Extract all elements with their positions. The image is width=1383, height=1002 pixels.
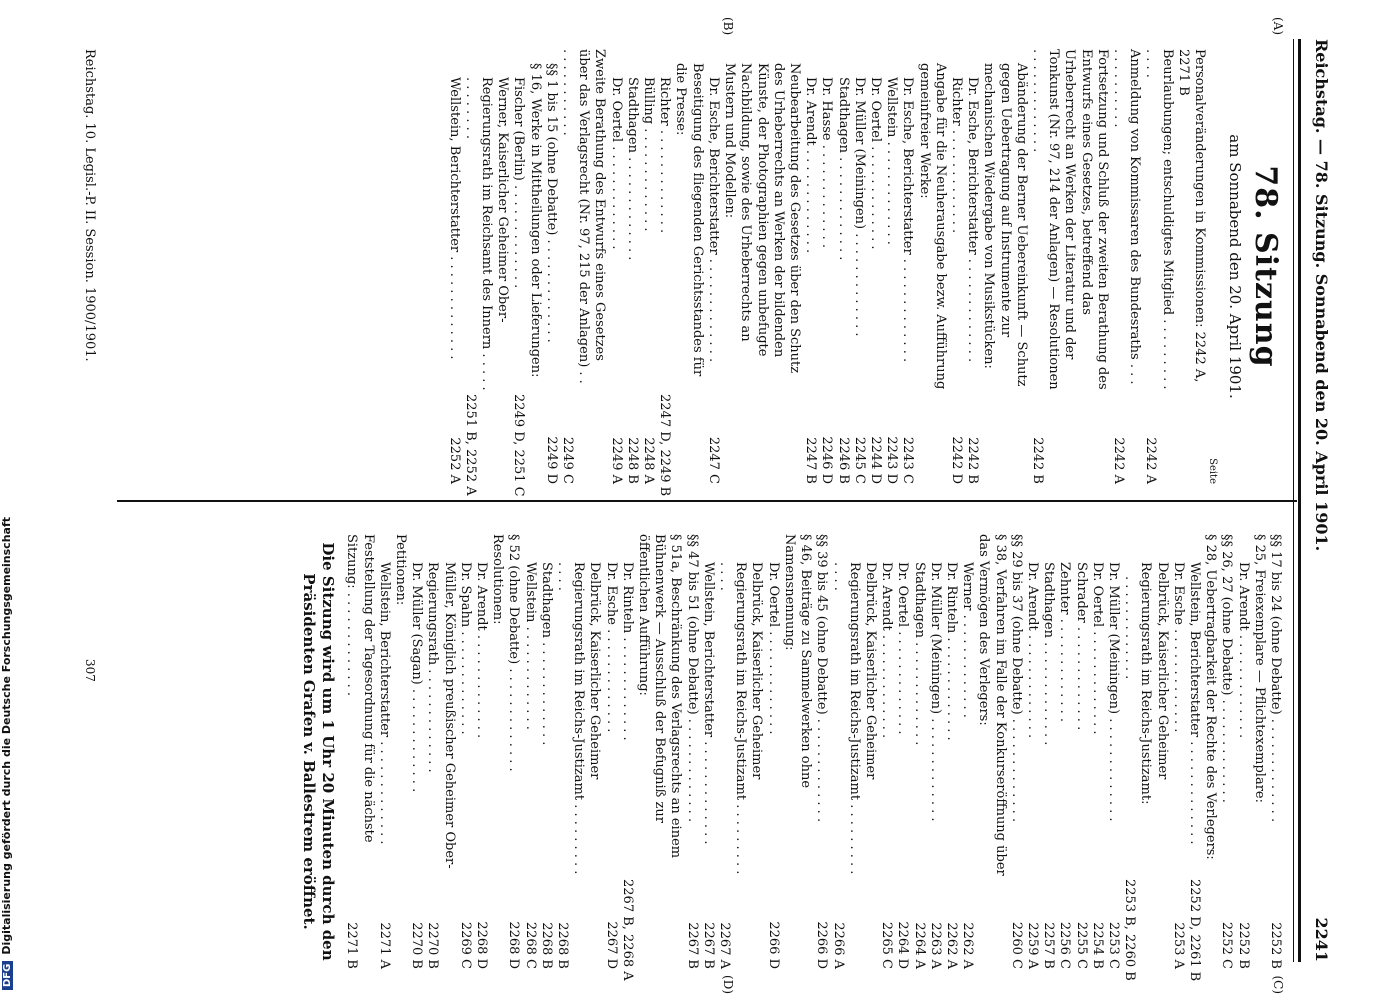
index-entry: [408, 534, 424, 969]
entry-text: §§ 29 bis 37 (ohne Debatte) . . .: [1008, 534, 1024, 969]
index-entry: [619, 534, 635, 981]
entry-text: § 16, Werke in Mittheilungen oder Lieferungen:: [527, 62, 543, 377]
entry-page-ref: 2247 D, 2249 B: [657, 393, 673, 496]
right-column: [299, 533, 1283, 981]
entry-page-ref: 2267 B: [700, 921, 716, 969]
entry-text: Angabe für die Neuherausgabe bezw. Aufführung gemeinfreier Werke:: [916, 62, 948, 389]
margin-mark-d: (D): [721, 974, 735, 994]
index-entry: [1029, 49, 1110, 484]
entry-text: § 51a, Beschränkung des Verlagsrechts an einem Bühnenwerk — Ausschluß der Befugniß zur öffentlichen Aufführung:: [636, 533, 684, 858]
entry-page-ref: 2265 C: [879, 921, 895, 969]
index-entry: [343, 534, 375, 969]
index-entry: [1267, 534, 1283, 969]
entry-page-ref: 2252 B: [1268, 921, 1283, 969]
entry-page-ref: 2269 C: [457, 921, 473, 969]
entry-page-ref: 2268 D: [474, 920, 490, 969]
entry-text: Dr. Arendt . . .: [878, 562, 894, 969]
entry-text: § 25, Freiexemplare — Pflichtexemplare:: [1251, 533, 1267, 803]
entry-text: Dr. Arendt . . .: [1234, 562, 1250, 969]
entry-page-ref: 2266 A: [830, 921, 846, 969]
index-entry: [489, 534, 505, 969]
index-entry: [1121, 534, 1138, 981]
entry-page-ref: 2244 D: [867, 435, 883, 484]
index-entry: [721, 49, 802, 484]
entry-page-ref: 2255 C: [1073, 921, 1089, 969]
entry-page-ref: 2249 A: [608, 436, 624, 484]
index-entry: [959, 534, 975, 969]
index-entry: [765, 534, 781, 969]
entry-text: Dr. Esche, Berichterstatter . . .: [705, 77, 721, 484]
index-entry: [834, 49, 850, 484]
margin-mark-c: (C): [1271, 974, 1285, 994]
entry-page-ref: 2248 A: [641, 436, 657, 484]
entry-text: Feststellung der Tagesordnung für die nächste Sitzung: . . .: [343, 534, 375, 969]
index-entry: [602, 534, 618, 969]
entry-page-ref: 2252 C: [1219, 921, 1235, 969]
index-entry: [980, 49, 1029, 484]
index-entry: [878, 534, 894, 969]
scan-credit-text: Digitalisierung gefördert durch die Deutsche Forschungsgemeinschaft: [0, 516, 13, 955]
index-entry: [1072, 534, 1088, 969]
entry-page-ref: 2266 D: [765, 920, 781, 969]
session-title: 78. Sitzung: [1248, 164, 1283, 368]
entry-page-ref: 2243 C: [900, 436, 916, 484]
entry-text: §§ 17 bis 24 (ohne Debatte) . . .: [1267, 534, 1283, 969]
entry-text: §§ 39 bis 45 (ohne Debatte) . . .: [813, 534, 829, 969]
entry-text: Schrader . . .: [1072, 562, 1088, 969]
entry-page-ref: 2260 C: [1008, 921, 1024, 969]
entry-page-ref: 2245 C: [851, 436, 867, 484]
index-entry: [700, 534, 716, 969]
entry-page-ref: 2263 A: [927, 921, 943, 969]
entry-page-ref: 2242 A: [1143, 436, 1159, 484]
entry-text: Wellstein, Berichterstatter . . .: [700, 562, 716, 969]
index-entry: [624, 49, 640, 484]
scan-credit-strip: [0, 0, 22, 1000]
entry-text: Dr. Müller (Sagan) . . .: [408, 562, 424, 969]
entry-page-ref: 2247 B: [803, 436, 819, 484]
entry-text: Stadthagen . . .: [910, 562, 926, 969]
entry-text: Dr. Esche, Berichterstatter . . .: [964, 77, 980, 484]
entry-text: Dr. Müller (Meiningen) . . .: [927, 562, 943, 969]
entry-page-ref: 2242 A: [1110, 436, 1126, 484]
entry-page-ref: 2267 B, 2268 A: [619, 878, 635, 981]
entry-page-ref: 2253 C: [1105, 921, 1121, 969]
entry-page-ref: 2262 A: [943, 921, 959, 969]
column-rule: [117, 500, 1297, 502]
entry-page-ref: 2268 C: [522, 921, 538, 969]
entry-page-ref: 2271 A: [376, 921, 392, 969]
entry-text: Wellstein . . .: [521, 562, 537, 969]
rotated-page: [55, 0, 1335, 1002]
header-page-number: 2241: [1312, 916, 1331, 962]
index-entry: [445, 49, 461, 484]
entry-page-ref: 2267 B: [684, 921, 700, 969]
entry-text: Zweite Berathung des Entwurfs eines Gesetzes über das Verlagsrecht (Nr. 97, 215 der Anlagen) . . .: [559, 49, 608, 484]
index-entry: [915, 49, 947, 484]
entry-text: Dr. Müller (Meiningen) . . .: [851, 77, 867, 484]
left-entry-list: [445, 48, 1207, 497]
index-entry: [376, 534, 392, 969]
entry-text: Dr. Oertel . . .: [867, 77, 883, 484]
entry-text: §§ 47 bis 51 (ohne Debatte) . . .: [683, 534, 699, 969]
entry-text: Wellstein, Berichterstatter . . .: [445, 77, 461, 484]
index-entry: [1024, 534, 1040, 969]
index-entry: [607, 49, 623, 484]
entry-text: Stadthagen . . .: [834, 77, 850, 484]
entry-text: Delbrück, Kaiserlicher Geheimer Regierungsrath im Reichs-Justizamt . . .: [716, 562, 765, 969]
margin-mark-a: (A): [1271, 16, 1285, 35]
entry-page-ref: 2264 D: [895, 920, 911, 969]
left-column: [445, 48, 1283, 497]
entry-text: Delbrück, Kaiserlicher Geheimer Regierungsrath im Reichs-Justizamt:: [1138, 561, 1170, 804]
index-entry: [716, 534, 765, 969]
index-entry: [818, 49, 834, 484]
entry-text: Dr. Esche . . .: [602, 562, 618, 969]
entry-page-ref: 2253 A: [1170, 921, 1186, 969]
entry-text: Fischer (Berlin) . . .: [510, 77, 526, 484]
entry-page-ref: 2270 B: [425, 921, 441, 969]
entry-page-ref: 2248 B: [624, 436, 640, 484]
index-entry: [883, 49, 899, 484]
index-entry: [948, 49, 964, 484]
running-header: [1301, 0, 1331, 1002]
entry-page-ref: 2259 A: [1024, 921, 1040, 969]
index-entry: [1142, 49, 1174, 484]
entry-text: Wellstein, Berichterstatter . . .: [376, 562, 392, 969]
index-entry: [867, 49, 883, 484]
entry-page-ref: 2256 C: [1057, 921, 1073, 969]
index-entry: [640, 49, 656, 484]
entry-text: Bülling . . .: [640, 77, 656, 484]
entry-text: §§ 1 bis 15 (ohne Debatte) . . .: [543, 63, 559, 484]
page-sheet: [55, 0, 1335, 1002]
entry-page-ref: 2262 A: [960, 921, 976, 969]
index-entry: [656, 49, 673, 496]
entry-text: Beseitigung des fliegenden Gerichtsstandes für die Presse:: [673, 62, 705, 376]
entry-page-ref: 2246 B: [835, 436, 851, 484]
entry-text: Abänderung der Berner Uebereinkunft — Schutz gegen Uebertragung auf Instrumente zur mechanischen Wiedergabe von Musikstücken:: [981, 62, 1029, 387]
entry-page-ref: 2254 B: [1089, 921, 1105, 969]
index-entry: [1170, 534, 1186, 969]
entry-text: Wellstein, Berichterstatter . . .: [1186, 562, 1202, 969]
index-entry: [1056, 534, 1072, 969]
index-entry: [457, 534, 473, 969]
entry-page-ref: 2266 D: [814, 920, 830, 969]
entry-page-ref: 2268 B: [555, 921, 571, 969]
entry-text: Stadthagen . . .: [538, 562, 554, 969]
index-entry: [1105, 534, 1121, 969]
footer: [82, 49, 97, 489]
index-entry: [975, 534, 1007, 969]
index-entry: [538, 534, 554, 969]
index-entry: [392, 534, 408, 969]
entry-text: Fortsetzung und Schluß der zweiten Berathung des Entwurfs eines Gesetzes, betreffend das Urheberrecht an Werken der Literatur und der Tonkunst (Nr. 97, 214 der Anlagen) — Resolutionen . . .: [1029, 49, 1110, 484]
index-entry: [683, 534, 699, 969]
dfg-logo: DFG: [2, 961, 13, 990]
entry-page-ref: 2242 D: [948, 435, 964, 484]
index-entry: [910, 534, 926, 969]
entry-text: Personalveränderungen in Kommissionen: 2242 A, 2271 B: [1175, 48, 1207, 382]
entry-text: § 28, Uebertragbarkeit der Rechte des Verlegers:: [1203, 533, 1219, 860]
index-entry: [813, 534, 829, 969]
entry-text: Dr. Esche . . .: [1170, 562, 1186, 969]
entry-page-ref: 2247 C: [705, 436, 721, 484]
entry-text: Resolutionen:: [490, 533, 506, 625]
entry-text: Stadthagen . . .: [1040, 562, 1056, 969]
index-entry: [829, 534, 878, 969]
entry-text: Dr. Oertel . . .: [894, 562, 910, 969]
entry-text: Neubearbeitung des Gesetzes über den Schutz des Urheberrechts an Werken der bildenden Künste, der Photographien gegen unbefugte Nachbildung, sowie des Urheberrechts an Mustern und Modellen:: [722, 62, 802, 373]
footer-page-number: 307: [83, 658, 97, 682]
entry-text: Delbrück, Kaiserlicher Geheimer Regierungsrath im Reichs-Justizamt . . .: [829, 562, 878, 969]
index-entry: [543, 49, 559, 484]
index-entry: [1110, 49, 1142, 484]
session-date: am Sonnabend den 20. April 1901.: [1226, 133, 1244, 399]
index-entry: [851, 49, 867, 484]
entry-text: Richter . . .: [948, 77, 964, 484]
index-entry: [1251, 534, 1267, 969]
entry-text: Delbrück, Kaiserlicher Geheimer Regierungsrath im Reichs-Justizamt . . .: [554, 562, 603, 969]
index-entry: [1202, 534, 1218, 969]
index-entry: [927, 534, 943, 969]
index-entry: [781, 534, 813, 969]
index-entry: [1040, 534, 1056, 969]
index-entry: [635, 534, 684, 969]
entry-text: Dr. Spahn . . .: [457, 562, 473, 969]
index-entry: [964, 49, 980, 484]
index-entry: [1234, 534, 1250, 969]
entry-text: Dr. Oertel . . .: [607, 77, 623, 484]
entry-page-ref: 2270 B: [409, 921, 425, 969]
index-entry: [505, 534, 521, 969]
entry-text: Dr. Rinteln . . .: [619, 562, 635, 969]
entry-text: Dr. Arendt . . .: [1024, 562, 1040, 969]
entry-text: Richter . . .: [656, 77, 672, 484]
entry-page-ref: 2242 B: [1029, 436, 1045, 484]
entry-page-ref: 2252 A: [446, 436, 462, 484]
seite-label: Seite: [1207, 457, 1218, 484]
entry-page-ref: 2253 B, 2260 B: [1122, 878, 1138, 981]
entry-text: Dr. Hasse . . .: [818, 77, 834, 484]
index-entry: [526, 49, 542, 484]
margin-mark-b: (B): [721, 16, 735, 35]
entry-page-ref: 2246 D: [819, 435, 835, 484]
index-entry: [424, 534, 456, 969]
index-entry: [1137, 534, 1169, 969]
entry-text: Müller, Königlich preußischer Geheimer Ober-Regierungsrath . . .: [424, 562, 456, 969]
entry-text: Zehnter . . .: [1056, 562, 1072, 969]
index-entry: [943, 534, 959, 969]
closing-paragraph: Die Sitzung wird um 1 Uhr 20 Minuten durch den Präsidenten Grafen v. Ballestrem eröffnet.: [300, 541, 338, 961]
entry-page-ref: 2243 D: [884, 435, 900, 484]
entry-text: Anmeldung von Kommissaren des Bundesraths . . .: [1110, 49, 1142, 484]
right-entry-list: [343, 533, 1283, 981]
entry-page-ref: 2252 D, 2261 B: [1186, 878, 1202, 981]
entry-text: Dr. Esche, Berichterstatter . . .: [899, 77, 915, 484]
entry-text: Dr. Oertel . . .: [1089, 562, 1105, 969]
footer-text: Reichstag. 10. Legisl.-P. II. Session. 1900/1901.: [82, 48, 97, 362]
index-entry: [672, 49, 704, 484]
entry-text: Dr. Müller (Meiningen) . . .: [1105, 562, 1121, 969]
scan-credit: [0, 10, 20, 990]
entry-page-ref: 2257 B: [1041, 921, 1057, 969]
index-entry: [899, 49, 915, 484]
entry-page-ref: 2251 B, 2252 A: [462, 393, 478, 496]
entry-text: Dr. Arendt . . .: [473, 562, 489, 969]
entry-text: Petitionen:: [393, 533, 409, 605]
entry-text: Dr. Rinteln . . .: [943, 562, 959, 969]
entry-text: § 52 (ohne Debatte) . . .: [505, 534, 521, 969]
index-entry: [521, 534, 537, 969]
entry-page-ref: 2267 A: [717, 921, 733, 969]
entry-page-ref: 2249 D: [543, 435, 559, 484]
entry-text: Dr. Arendt . . .: [802, 77, 818, 484]
entry-text: Stadthagen . . .: [624, 77, 640, 484]
index-entry: [1186, 534, 1202, 981]
entry-text: § 38, Verfahren im Falle der Konkurseröffnung über das Vermögen des Verlegers:: [976, 533, 1008, 876]
entry-text: Werner . . .: [959, 562, 975, 969]
entry-page-ref: 2268 D: [506, 920, 522, 969]
header-text: Reichstag. — 78. Sitzung. Sonnabend den 20. April 1901.: [1312, 38, 1331, 551]
entry-page-ref: 2271 B: [344, 921, 360, 969]
index-entry: [462, 49, 511, 496]
entry-text: § 46, Beiträge zu Sammelwerken ohne Namensnennung:: [781, 533, 814, 788]
index-entry: [1175, 49, 1207, 484]
entry-text: §§ 26, 27 (ohne Debatte) . . .: [1218, 534, 1234, 969]
index-entry: [894, 534, 910, 969]
entry-page-ref: 2249 D, 2251 C: [511, 393, 527, 497]
entry-page-ref: 2264 A: [911, 921, 927, 969]
entry-text: Dr. Oertel . . .: [765, 562, 781, 969]
entry-page-ref: 2249 C: [560, 436, 576, 484]
index-entry: [554, 534, 603, 969]
entry-page-ref: 2267 D: [603, 920, 619, 969]
entry-page-ref: 2252 B: [1235, 921, 1251, 969]
index-entry: [705, 49, 721, 484]
index-entry: [1089, 534, 1105, 969]
index-entry: [473, 534, 489, 969]
entry-text: Wellstein . . .: [883, 77, 899, 484]
index-entry: [1008, 534, 1024, 969]
index-entry: [802, 49, 818, 484]
index-entry: [510, 49, 527, 497]
entry-page-ref: 2268 B: [538, 921, 554, 969]
index-entry: [1218, 534, 1234, 969]
entry-text: Beurlaubungen; entschuldigtes Mitglied . . .: [1142, 49, 1174, 484]
entry-page-ref: 2242 B: [965, 436, 981, 484]
index-entry: [559, 49, 608, 484]
entry-text: Werner, Kaiserlicher Geheimer Ober-Regierungsrath im Reichsamt des Innern . . .: [462, 77, 511, 484]
